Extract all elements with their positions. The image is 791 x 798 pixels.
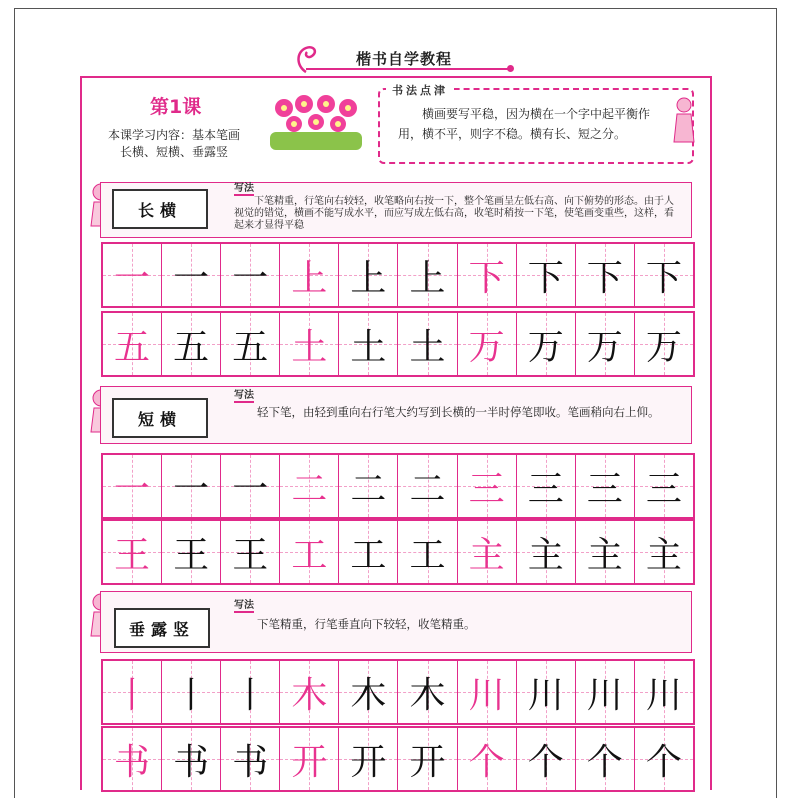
practice-char: 上 [409,257,446,299]
practice-cell [517,313,576,375]
practice-cell [221,661,280,723]
practice-cell [221,521,280,583]
practice-char: 一 [173,468,210,510]
section-desc-2: 轻下笔，由轻到重向右行笔大约写到长横的一半时停笔即收。笔画稍向右上仰。 [257,405,660,419]
practice-cell [103,661,162,723]
lesson-number: 第1课 [150,96,202,118]
practice-char: 万 [527,326,564,368]
practice-char: 王 [232,534,269,576]
practice-cell [458,244,517,306]
practice-char: 川 [645,674,682,716]
girl-figure-icon [672,96,696,148]
practice-cell [635,521,693,583]
practice-char: 土 [291,326,328,368]
practice-cell [398,313,457,375]
practice-char: 上 [350,257,387,299]
lesson-intro [90,127,258,161]
practice-cell [576,455,635,517]
practice-char: 川 [527,674,564,716]
page-title: 楷书自学教程 [356,50,453,68]
section-label-3: 垂露竖 [114,608,210,648]
practice-grid-row [101,453,695,519]
practice-char: 五 [173,326,210,368]
practice-char: 三 [645,468,682,510]
page-frame-right [776,8,777,798]
practice-char: 一 [173,257,210,299]
practice-cell [162,661,221,723]
practice-char: 二 [350,468,387,510]
practice-cell [280,728,339,790]
practice-char: 个 [586,741,623,783]
practice-char: 主 [527,534,564,576]
practice-char: 主 [645,534,682,576]
practice-cell [635,728,693,790]
practice-cell [398,521,457,583]
practice-grid-row [101,726,695,792]
practice-cell [339,661,398,723]
practice-cell [576,661,635,723]
practice-cell [635,313,693,375]
method-tag-3: 写法 [234,600,254,611]
practice-char: 土 [350,326,387,368]
practice-grid-row [101,519,695,585]
practice-cell [635,661,693,723]
practice-char: 上 [291,257,328,299]
practice-char: 三 [527,468,564,510]
practice-char: 一 [114,257,151,299]
practice-cell [339,313,398,375]
practice-cell [398,455,457,517]
practice-cell [162,244,221,306]
practice-char: 个 [468,741,505,783]
practice-cell [635,455,693,517]
practice-cell [458,313,517,375]
practice-cell [458,521,517,583]
practice-char: 丨 [173,674,210,716]
lesson-intro-line1: 本课学习内容：基本笔画 [107,128,240,142]
practice-cell [162,728,221,790]
practice-char: 书 [114,741,151,783]
practice-cell [458,661,517,723]
practice-cell [398,728,457,790]
title-underline [306,68,510,70]
page-frame-top [14,8,777,9]
page-frame-left [14,8,15,798]
practice-cell [221,728,280,790]
practice-cell [280,661,339,723]
practice-char: 二 [291,468,328,510]
method-tag-2: 写法 [234,390,254,401]
practice-cell [103,521,162,583]
practice-cell [576,244,635,306]
practice-cell [517,455,576,517]
practice-cell [280,521,339,583]
practice-cell [339,244,398,306]
practice-cell [162,521,221,583]
practice-char: 川 [586,674,623,716]
practice-cell [517,728,576,790]
practice-char: 木 [350,674,387,716]
practice-char: 木 [291,674,328,716]
practice-char: 木 [409,674,446,716]
practice-char: 书 [232,741,269,783]
practice-cell [339,728,398,790]
practice-cell [103,313,162,375]
practice-char: 下 [468,257,505,299]
practice-cell [162,455,221,517]
tip-title: 书法点津 [386,82,454,98]
practice-cell [458,728,517,790]
practice-char: 三 [586,468,623,510]
practice-char: 万 [645,326,682,368]
practice-cell [576,313,635,375]
practice-char: 开 [409,741,446,783]
practice-char: 主 [586,534,623,576]
practice-char: 万 [586,326,623,368]
section-label-1: 长横 [112,189,208,229]
practice-char: 主 [468,534,505,576]
practice-char: 王 [114,534,151,576]
practice-cell [280,244,339,306]
practice-char: 三 [468,468,505,510]
practice-char: 工 [291,534,328,576]
practice-cell [517,661,576,723]
practice-cell [221,244,280,306]
practice-cell [398,244,457,306]
tip-text: 横画要写平稳，因为横在一个字中起平衡作用，横不平，则字不稳。横有长、短之分。 [398,107,651,141]
practice-char: 一 [232,468,269,510]
practice-char: 工 [409,534,446,576]
practice-cell [103,244,162,306]
practice-char: 川 [468,674,505,716]
practice-char: 一 [114,468,151,510]
method-tag-1: 写法 [234,183,254,194]
practice-grid-row [101,311,695,377]
practice-char: 二 [409,468,446,510]
practice-cell [221,455,280,517]
practice-cell [517,521,576,583]
practice-grid-row [101,659,695,725]
practice-cell [103,455,162,517]
practice-char: 下 [645,257,682,299]
practice-cell [339,521,398,583]
practice-char: 王 [173,534,210,576]
practice-cell [221,313,280,375]
practice-char: 下 [586,257,623,299]
practice-cell [458,455,517,517]
practice-cell [162,313,221,375]
practice-char: 书 [173,741,210,783]
practice-char: 丨 [232,674,269,716]
practice-char: 个 [527,741,564,783]
practice-cell [280,455,339,517]
practice-char: 一 [232,257,269,299]
practice-cell [339,455,398,517]
practice-cell [635,244,693,306]
practice-cell [517,244,576,306]
flowers-illustration-icon [270,94,362,150]
practice-char: 万 [468,326,505,368]
practice-char: 开 [291,741,328,783]
section-desc-1: 下笔精重，行笔向右较轻，收笔略向右按一下，整个笔画呈左低右高、向下俯势的形态。由于人视觉的错觉，横画不能写成水平，而应写成左低右高，收笔时稍按一下笔，使笔画变重些，这样，看起来才显得平稳 [234,196,674,231]
practice-char: 开 [350,741,387,783]
practice-char: 下 [527,257,564,299]
section-desc-3: 下笔精重，行笔垂直向下较轻，收笔精重。 [257,617,476,631]
practice-char: 五 [114,326,151,368]
practice-cell [398,661,457,723]
practice-cell [576,521,635,583]
lesson-intro-line2: 长横、短横、垂露竖 [119,145,228,159]
practice-char: 工 [350,534,387,576]
practice-cell [576,728,635,790]
practice-cell [280,313,339,375]
practice-char: 个 [645,741,682,783]
practice-cell [103,728,162,790]
title-dot [507,65,514,72]
practice-char: 丨 [114,674,151,716]
section-label-2: 短横 [112,398,208,438]
practice-grid-row [101,242,695,308]
practice-char: 土 [409,326,446,368]
practice-char: 五 [232,326,269,368]
